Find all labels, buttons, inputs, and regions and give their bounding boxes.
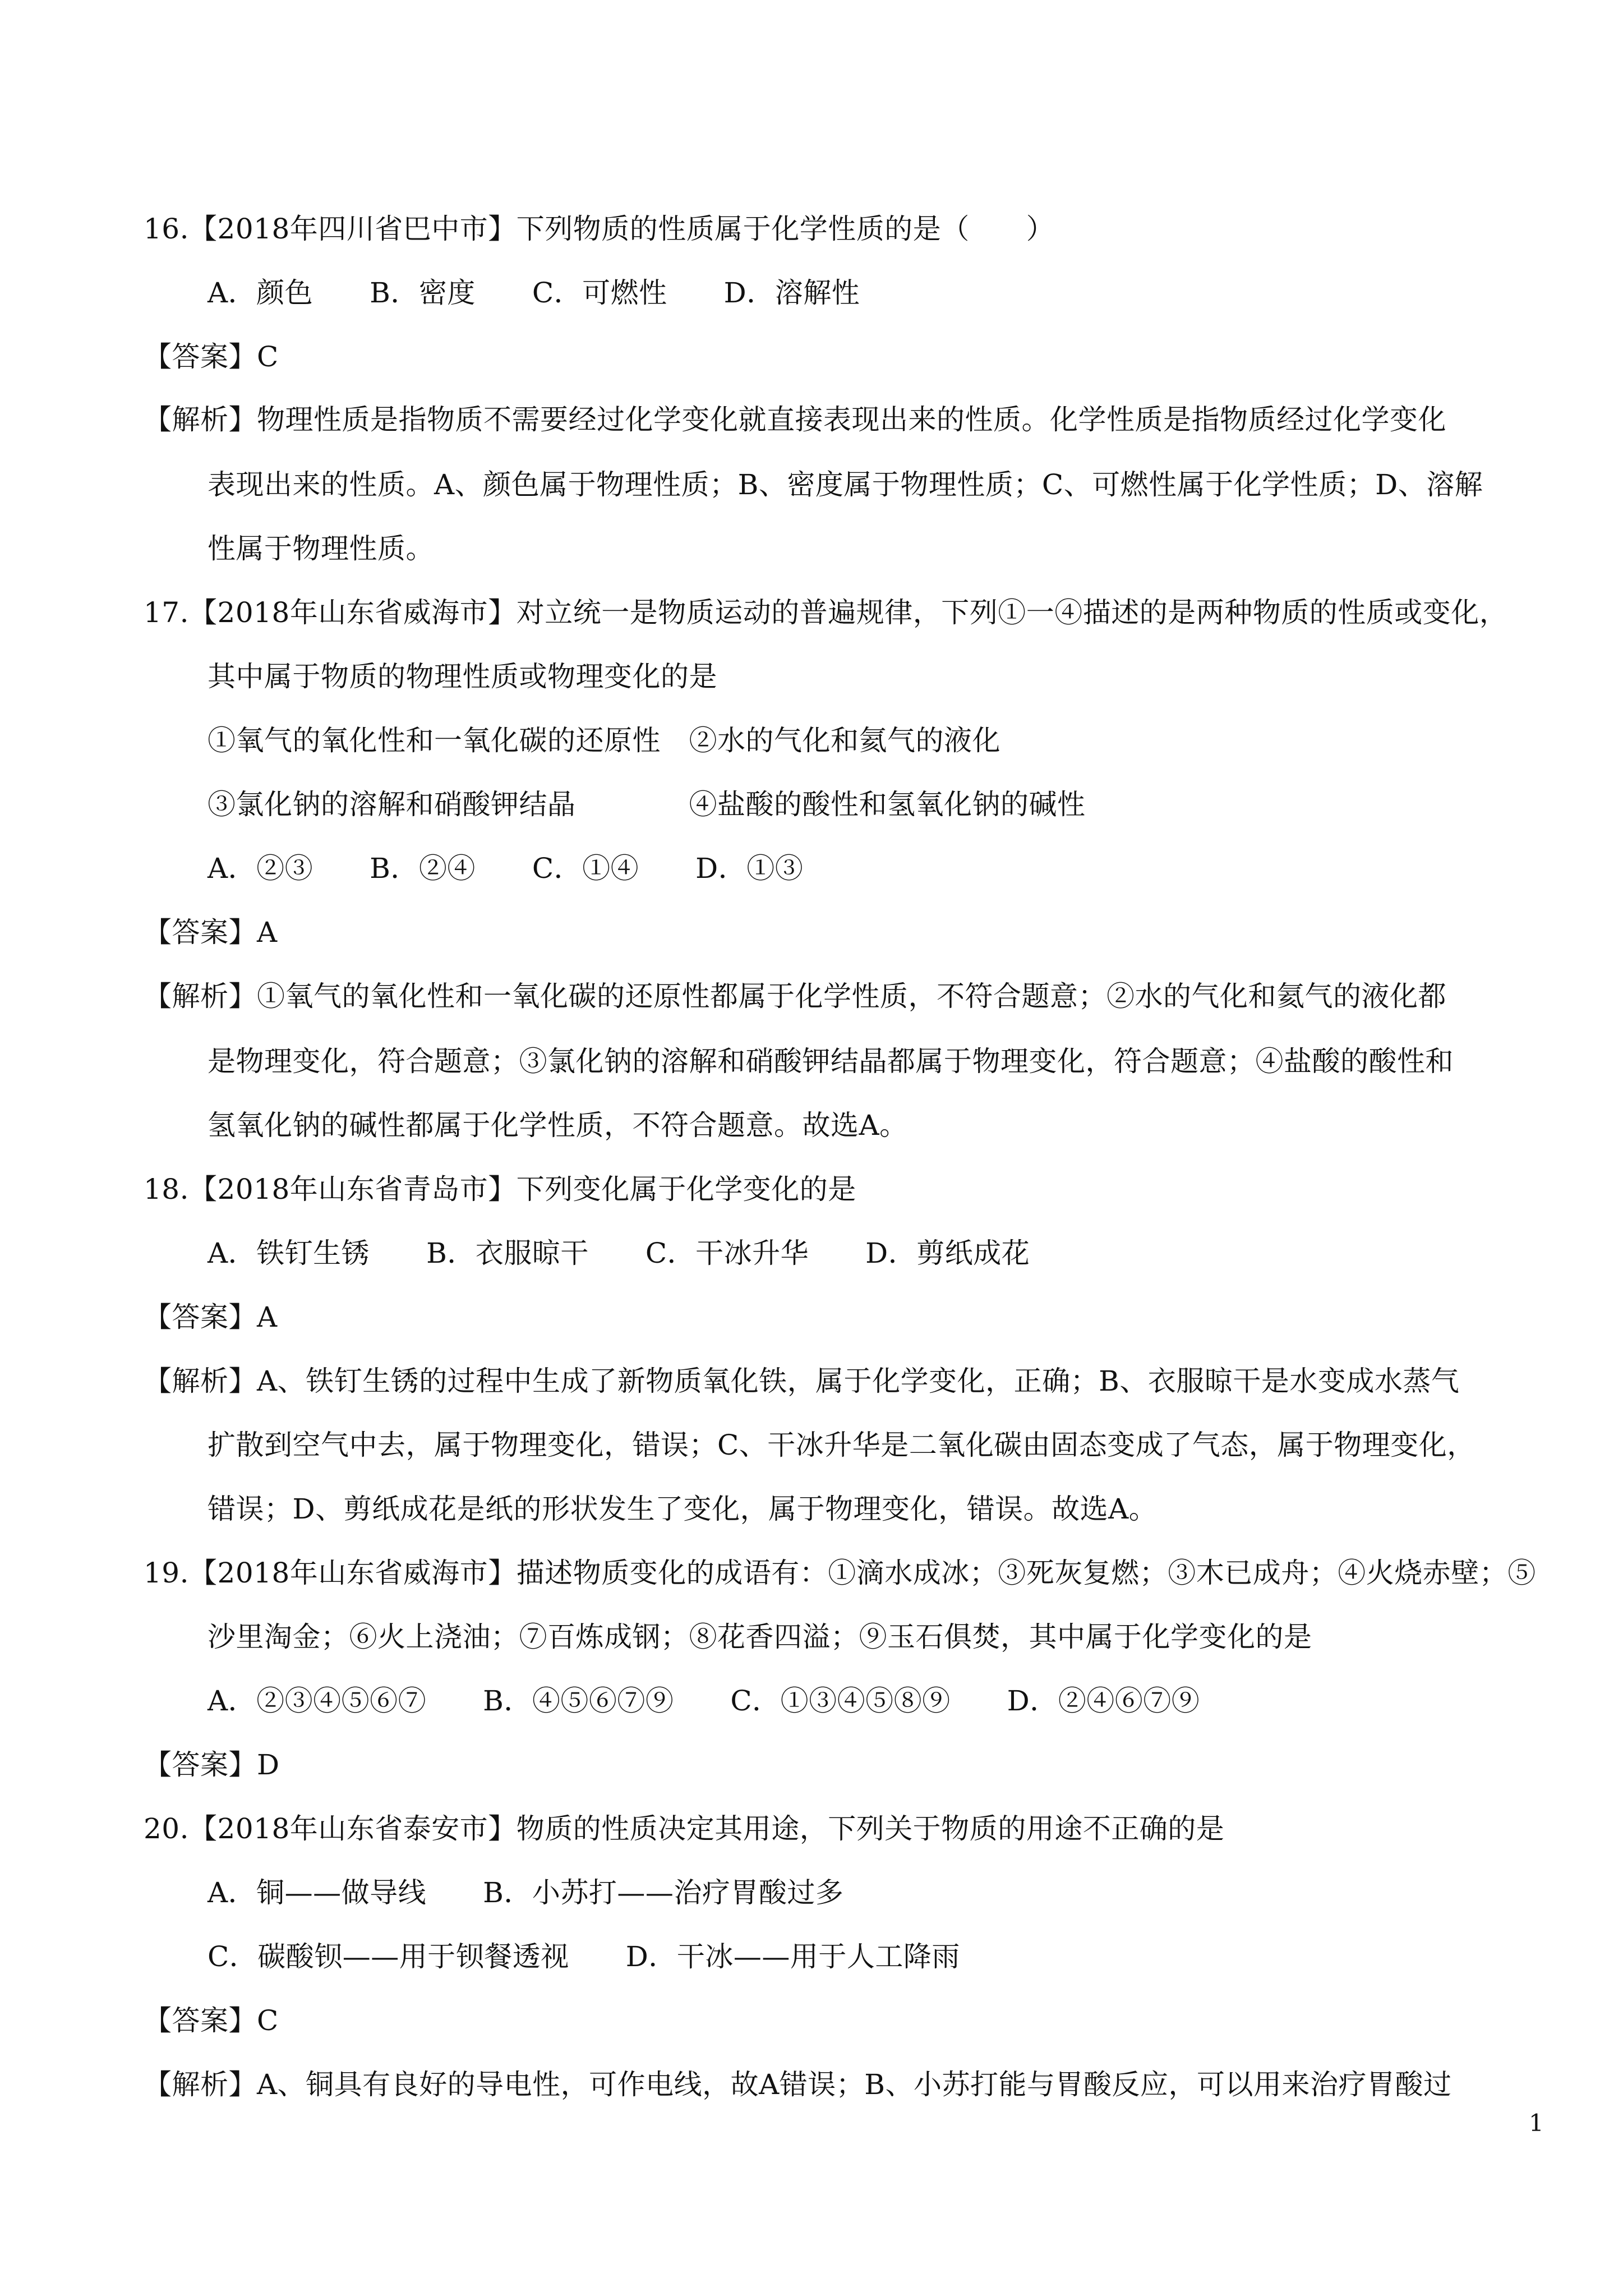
question-17-statement-1: ①氧气的氧化性和一氧化碳的还原性 ②水的气化和氦气的液化	[208, 724, 1000, 757]
question-17-answer: 【答案】A	[144, 916, 278, 949]
page-number: 1	[1529, 2109, 1544, 2137]
question-19-stem-line-1: 19.【2018年山东省威海市】描述物质变化的成语有：①滴水成冰；③死灰复燃；③木已成舟；④火烧赤壁；⑤	[144, 1557, 1536, 1589]
question-19-options: A．②③④⑤⑥⑦ B．④⑤⑥⑦⑨ C．①③④⑤⑧⑨ D．②④⑥⑦⑨	[208, 1685, 1200, 1717]
question-19-answer: 【答案】D	[144, 1749, 280, 1781]
question-17-explanation-line-2: 是物理变化，符合题意；③氯化钠的溶解和硝酸钾结晶都属于物理变化，符合题意；④盐酸的酸性和	[208, 1045, 1454, 1078]
question-18-explanation-line-2: 扩散到空气中去，属于物理变化，错误；C、干冰升华是二氧化碳由固态变成了气态，属于物理变化，	[208, 1429, 1476, 1461]
question-17-stem-line-1: 17.【2018年山东省威海市】对立统一是物质运动的普遍规律，下列①一④描述的是两种物质的性质或变化，	[144, 596, 1508, 629]
question-17-explanation-line-1: 【解析】①氧气的氧化性和一氧化碳的还原性都属于化学性质，不符合题意；②水的气化和氦气的液化都	[144, 980, 1446, 1013]
question-20-stem: 20.【2018年山东省泰安市】物质的性质决定其用途，下列关于物质的用途不正确的是	[144, 1812, 1225, 1845]
question-17-options: A．②③ B．②④ C．①④ D．①③	[208, 852, 804, 885]
question-16-explanation-line-2: 表现出来的性质。A、颜色属于物理性质；B、密度属于物理性质；C、可燃性属于化学性质；D、溶解	[208, 468, 1483, 501]
question-18-explanation-line-1: 【解析】A、铁钉生锈的过程中生成了新物质氧化铁，属于化学变化，正确；B、衣服晾干是水变成水蒸气	[144, 1365, 1460, 1397]
question-18-answer: 【答案】A	[144, 1301, 278, 1333]
question-16-answer: 【答案】C	[144, 341, 279, 373]
question-16-stem: 16.【2018年四川省巴中市】下列物质的性质属于化学性质的是（ ）	[144, 213, 1055, 245]
question-20-options-line-1: A．铜——做导线 B．小苏打——治疗胃酸过多	[208, 1876, 844, 1909]
question-16-explanation-line-3: 性属于物理性质。	[208, 532, 434, 565]
question-18-explanation-line-3: 错误；D、剪纸成花是纸的形状发生了变化，属于物理变化，错误。故选A。	[208, 1493, 1158, 1525]
question-17-stem-line-2: 其中属于物质的物理性质或物理变化的是	[208, 660, 717, 693]
question-20-answer: 【答案】C	[144, 2004, 279, 2037]
question-20-options-line-2: C．碳酸钡——用于钡餐透视 D．干冰——用于人工降雨	[208, 1940, 960, 1973]
question-18-options: A．铁钉生锈 B．衣服晾干 C．干冰升华 D．剪纸成花	[208, 1237, 1030, 1269]
question-20-explanation-line-1: 【解析】A、铜具有良好的导电性，可作电线，故A错误；B、小苏打能与胃酸反应，可以用来治疗胃酸过	[144, 2068, 1452, 2101]
question-17-explanation-line-3: 氢氧化钠的碱性都属于化学性质，不符合题意。故选A。	[208, 1109, 908, 1142]
question-18-stem: 18.【2018年山东省青岛市】下列变化属于化学变化的是	[144, 1173, 856, 1205]
question-17-statement-2: ③氯化钠的溶解和硝酸钾结晶 ④盐酸的酸性和氢氧化钠的碱性	[208, 788, 1086, 821]
question-16-options: A．颜色 B．密度 C．可燃性 D．溶解性	[208, 277, 860, 309]
question-16-explanation-line-1: 【解析】物理性质是指物质不需要经过化学变化就直接表现出来的性质。化学性质是指物质经过化学变化	[144, 403, 1446, 436]
question-19-stem-line-2: 沙里淘金；⑥火上浇油；⑦百炼成钢；⑧花香四溢；⑨玉石俱焚，其中属于化学变化的是	[208, 1621, 1312, 1653]
